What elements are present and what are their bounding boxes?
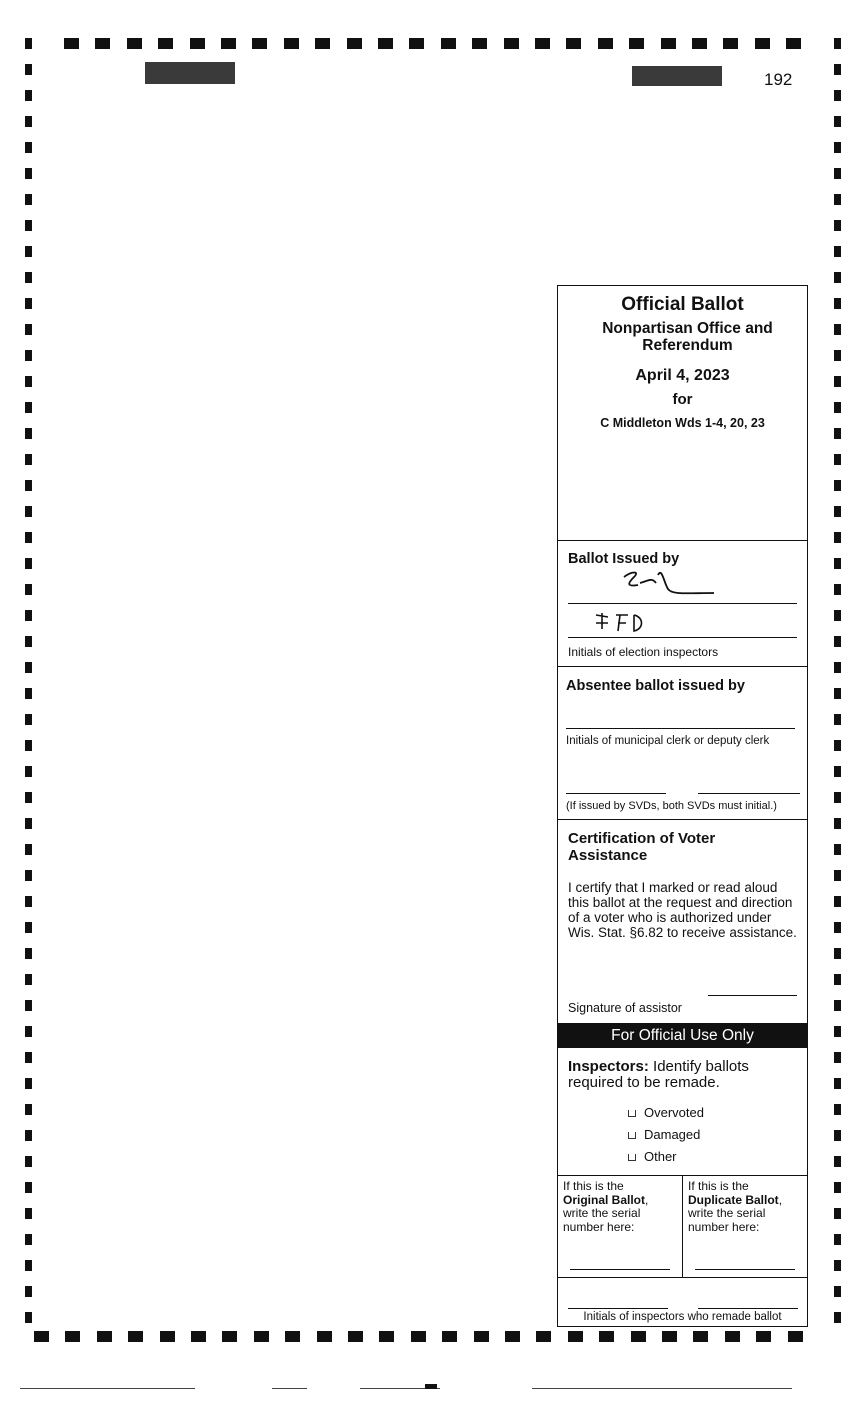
timing-mark: [25, 714, 32, 725]
timing-mark: [834, 844, 841, 855]
inspectors-text: Identify ballots required to be remade.: [568, 1058, 749, 1091]
serial-duplicate-line1: If this is the: [688, 1179, 749, 1193]
absentee-heading: Absentee ballot issued by: [566, 678, 745, 694]
remade-line-2[interactable]: [698, 1308, 798, 1309]
remade-section: [558, 1277, 807, 1328]
serial-duplicate-label: Duplicate Ballot: [688, 1192, 779, 1207]
timing-mark: [662, 1331, 677, 1342]
timing-mark: [25, 194, 32, 205]
inspectors-instruction: [568, 1059, 798, 1091]
timing-mark: [474, 1331, 489, 1342]
timing-mark: [834, 64, 841, 75]
timing-mark: [834, 1000, 841, 1011]
timing-mark: [25, 1078, 32, 1089]
timing-mark: [25, 64, 32, 75]
timing-mark: [25, 1286, 32, 1297]
timing-mark: [834, 896, 841, 907]
serial-duplicate-line2: write the serial number here:: [688, 1206, 766, 1234]
option-other[interactable]: [628, 1149, 677, 1164]
assistor-signature-line: [708, 995, 797, 996]
timing-mark: [25, 1208, 32, 1219]
timing-mark: [379, 1331, 394, 1342]
timing-mark: [65, 1331, 80, 1342]
timing-mark: [834, 142, 841, 153]
scan-line: [272, 1388, 307, 1389]
serial-original-label: Original Ballot: [563, 1192, 646, 1207]
timing-mark: [158, 38, 173, 49]
timing-mark: [834, 246, 841, 257]
timing-mark: [25, 1312, 32, 1323]
ballot-title: Official Ballot: [621, 294, 744, 315]
timing-mark: [692, 38, 707, 49]
timing-mark: [25, 1260, 32, 1271]
timing-mark: [834, 298, 841, 309]
timing-mark: [834, 688, 841, 699]
timing-mark: [25, 142, 32, 153]
timing-mark: [25, 506, 32, 517]
timing-mark: [25, 116, 32, 127]
timing-mark: [25, 948, 32, 959]
timing-mark: [191, 1331, 206, 1342]
absentee-clerk-line: [566, 728, 795, 729]
timing-mark: [254, 1331, 269, 1342]
timing-mark: [834, 818, 841, 829]
timing-mark: [25, 1052, 32, 1063]
svd-line-1: [566, 793, 666, 794]
timing-mark: [25, 246, 32, 257]
timing-mark: [25, 324, 32, 335]
ballot-jurisdiction: C Middleton Wds 1-4, 20, 23: [600, 416, 765, 430]
checkbox-overvoted[interactable]: [628, 1110, 636, 1117]
assistance-body: I certify that I marked or read aloud this ballot at the request and direction of a voter who is authorized under Wis. Stat. §6.82 to receive assistance.: [568, 880, 797, 940]
inspector-signature-2: [588, 607, 658, 637]
timing-mark: [834, 792, 841, 803]
timing-mark: [25, 480, 32, 491]
timing-mark: [693, 1331, 708, 1342]
serial-original: If this is the Original Ballot, write the serial number here:: [563, 1180, 678, 1234]
serial-original-line2: write the serial number here:: [563, 1206, 641, 1234]
timing-mark: [629, 38, 644, 49]
timing-mark: [160, 1331, 175, 1342]
official-use-bar: For Official Use Only: [558, 1023, 807, 1048]
timing-mark: [834, 1156, 841, 1167]
timing-mark: [284, 38, 299, 49]
option-damaged[interactable]: [628, 1127, 700, 1142]
issued-line-1: [568, 603, 797, 604]
serial-original-line[interactable]: [570, 1269, 670, 1270]
timing-mark: [378, 38, 393, 49]
timing-mark: [631, 1331, 646, 1342]
timing-mark: [834, 506, 841, 517]
timing-mark: [25, 220, 32, 231]
issued-caption: Initials of election inspectors: [568, 645, 719, 659]
timing-mark: [599, 1331, 614, 1342]
timing-mark: [834, 1182, 841, 1193]
page-number: 192: [764, 70, 793, 89]
timing-mark: [190, 38, 205, 49]
timing-mark: [25, 1130, 32, 1141]
timing-mark: [834, 974, 841, 985]
timing-mark: [25, 584, 32, 595]
timing-mark: [285, 1331, 300, 1342]
serial-duplicate-line[interactable]: [695, 1269, 795, 1270]
redacted-barcode-left: [145, 62, 235, 84]
absentee-section: [558, 666, 807, 812]
timing-mark: [25, 922, 32, 933]
timing-mark: [535, 38, 550, 49]
timing-mark: [95, 38, 110, 49]
timing-mark: [834, 1208, 841, 1219]
timing-mark: [568, 1331, 583, 1342]
timing-mark: [598, 38, 613, 49]
inspector-signature-1: [618, 563, 728, 603]
timing-mark: [504, 38, 519, 49]
timing-mark: [317, 1331, 332, 1342]
timing-mark: [834, 1286, 841, 1297]
timing-mark: [25, 818, 32, 829]
timing-mark: [25, 974, 32, 985]
scan-mark: [425, 1384, 437, 1389]
timing-mark: [442, 1331, 457, 1342]
scan-line: [20, 1388, 195, 1389]
timing-mark: [566, 38, 581, 49]
timing-mark: [834, 766, 841, 777]
timing-mark: [834, 480, 841, 491]
timing-mark: [834, 1260, 841, 1271]
ballot-info-panel: [557, 285, 808, 1327]
option-overvoted-label: Overvoted: [644, 1105, 704, 1120]
serial-duplicate: If this is the Duplicate Ballot, write the serial number here:: [688, 1180, 803, 1234]
assistor-caption: Signature of assistor: [568, 1001, 682, 1015]
timing-mark: [834, 324, 841, 335]
timing-mark: [25, 90, 32, 101]
timing-mark: [97, 1331, 112, 1342]
timing-mark: [834, 948, 841, 959]
ballot-for: for: [672, 391, 693, 408]
timing-mark: [756, 1331, 771, 1342]
issued-line-2: [568, 637, 797, 638]
scan-line: [532, 1388, 792, 1389]
serial-section: [558, 1175, 807, 1278]
serial-original-line1: If this is the: [563, 1179, 624, 1193]
timing-mark: [25, 168, 32, 179]
timing-mark: [347, 38, 362, 49]
timing-mark: [834, 662, 841, 673]
timing-mark: [834, 740, 841, 751]
timing-mark: [834, 1312, 841, 1323]
timing-mark: [64, 38, 79, 49]
remade-caption: Initials of inspectors who remade ballot: [583, 1311, 782, 1323]
absentee-svd-caption: (If issued by SVDs, both SVDs must initial.): [566, 800, 777, 812]
timing-mark: [25, 532, 32, 543]
timing-mark: [834, 558, 841, 569]
timing-mark: [25, 766, 32, 777]
timing-mark: [834, 116, 841, 127]
timing-mark: [834, 922, 841, 933]
serial-divider: [682, 1176, 683, 1278]
timing-mark: [755, 38, 770, 49]
option-damaged-label: Damaged: [644, 1127, 701, 1142]
timing-mark: [25, 376, 32, 387]
timing-mark: [834, 168, 841, 179]
checkbox-damaged[interactable]: [628, 1132, 636, 1139]
timing-mark: [25, 896, 32, 907]
timing-mark: [25, 558, 32, 569]
timing-mark: [34, 1331, 49, 1342]
timing-mark: [315, 38, 330, 49]
timing-mark: [834, 1026, 841, 1037]
timing-mark: [834, 1104, 841, 1115]
timing-mark: [25, 1104, 32, 1115]
timing-mark: [25, 792, 32, 803]
timing-mark: [834, 428, 841, 439]
timing-mark: [25, 610, 32, 621]
timing-mark: [411, 1331, 426, 1342]
timing-mark: [25, 428, 32, 439]
timing-mark: [834, 870, 841, 881]
timing-mark: [221, 38, 236, 49]
ballot-date: April 4, 2023: [635, 367, 730, 384]
timing-mark: [409, 38, 424, 49]
timing-mark: [25, 298, 32, 309]
svd-line-2: [698, 793, 800, 794]
timing-mark: [25, 350, 32, 361]
timing-mark: [25, 402, 32, 413]
option-other-label: Other: [644, 1149, 677, 1164]
inspectors-label: Inspectors:: [568, 1058, 649, 1075]
timing-mark: [222, 1331, 237, 1342]
timing-mark: [834, 1130, 841, 1141]
assistance-section: [558, 819, 807, 1015]
timing-mark: [25, 870, 32, 881]
timing-mark: [834, 584, 841, 595]
timing-mark: [348, 1331, 363, 1342]
timing-mark: [25, 740, 32, 751]
checkbox-other[interactable]: [628, 1154, 636, 1161]
timing-mark: [252, 38, 267, 49]
timing-mark: [834, 350, 841, 361]
timing-mark: [25, 688, 32, 699]
timing-mark: [128, 1331, 143, 1342]
timing-mark: [723, 38, 738, 49]
timing-mark: [834, 454, 841, 465]
timing-mark: [834, 1052, 841, 1063]
timing-mark: [834, 402, 841, 413]
timing-mark: [834, 610, 841, 621]
timing-mark: [834, 376, 841, 387]
timing-mark: [536, 1331, 551, 1342]
timing-mark: [25, 1026, 32, 1037]
timing-mark: [834, 532, 841, 543]
timing-mark: [725, 1331, 740, 1342]
timing-mark: [25, 662, 32, 673]
timing-mark: [834, 220, 841, 231]
timing-mark: [25, 636, 32, 647]
timing-mark: [834, 194, 841, 205]
timing-mark: [834, 90, 841, 101]
redacted-barcode-right: [632, 66, 722, 86]
issued-section: [558, 540, 807, 659]
issued-heading: Ballot Issued by: [568, 551, 680, 567]
timing-mark: [834, 272, 841, 283]
timing-mark: [834, 1234, 841, 1245]
timing-mark: [834, 714, 841, 725]
option-overvoted[interactable]: [628, 1105, 704, 1120]
timing-mark: [834, 1078, 841, 1089]
timing-mark: [25, 1234, 32, 1245]
remade-line-1[interactable]: [568, 1308, 668, 1309]
timing-mark: [127, 38, 142, 49]
timing-mark: [441, 38, 456, 49]
timing-mark: [25, 1000, 32, 1011]
timing-mark: [25, 1156, 32, 1167]
timing-mark: [788, 1331, 803, 1342]
ballot-subtitle: Nonpartisan Office and Referendum: [602, 320, 773, 354]
timing-mark: [472, 38, 487, 49]
assistance-heading: Certification of Voter Assistance: [568, 830, 716, 864]
timing-mark: [505, 1331, 520, 1342]
timing-mark: [25, 1182, 32, 1193]
timing-mark: [25, 454, 32, 465]
timing-mark: [25, 844, 32, 855]
timing-mark: [834, 636, 841, 647]
timing-mark: [25, 38, 32, 49]
timing-mark: [25, 272, 32, 283]
timing-mark: [661, 38, 676, 49]
timing-mark: [834, 38, 841, 49]
absentee-clerk-caption: Initials of municipal clerk or deputy clerk: [566, 735, 770, 747]
timing-mark: [786, 38, 801, 49]
